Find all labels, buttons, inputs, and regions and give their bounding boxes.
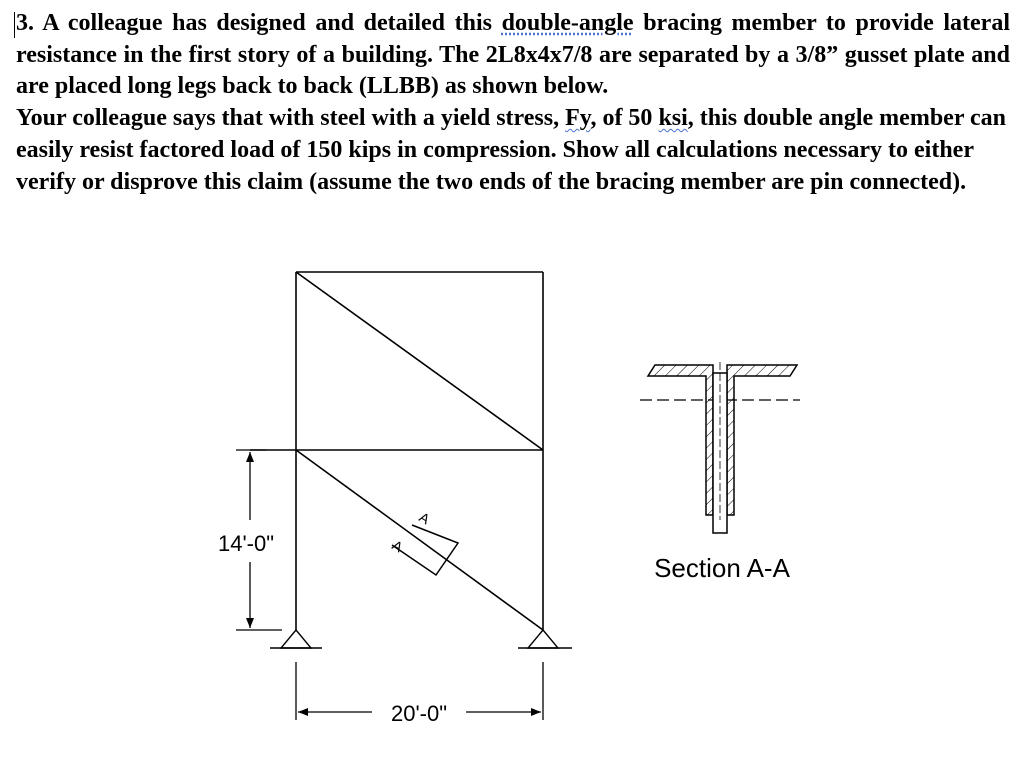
left-angle-section [648,365,713,515]
height-dimension-label: 14'-0" [217,531,275,556]
problem-text-1a: A colleague has designed and detailed this [34,10,502,36]
spellcheck-ksi: ksi [658,105,688,132]
spellcheck-fy: Fy [565,105,591,132]
problem-text-2a: Your colleague says that with steel with a yield stress, [16,105,566,132]
spellcheck-double-angle: double-angle [501,10,634,36]
problem-text-2c: , this double angle member can easily resist factored load of 150 kips in compression. Show all calculations necessary to either verify or disprove this claim (assume the two ends of the bracing member are pin connected). [16,105,1007,195]
section-mark-upper: A [416,508,433,528]
lower-brace [296,450,543,630]
upper-brace [296,272,543,450]
right-pin-support [518,630,572,648]
section-cut-marker [390,509,459,575]
section-a-a-drawing [640,362,800,533]
width-dimension-label: 20'-0" [390,701,448,726]
problem-number: 3. [16,10,34,36]
problem-text-2b: , of 50 [590,105,659,132]
left-pin-support [270,630,322,648]
frame [250,272,543,630]
section-mark-lower: A [389,536,406,556]
right-angle-section [727,365,797,515]
problem-text-1b: bracing member to provide lateral resistance in the first story of a building. The 2L8x4x7/8 are separated by a 3/8” gusset plate and are placed long legs back to back (LLBB) as shown below. [16,10,1010,100]
section-caption: Section A-A [654,553,790,583]
